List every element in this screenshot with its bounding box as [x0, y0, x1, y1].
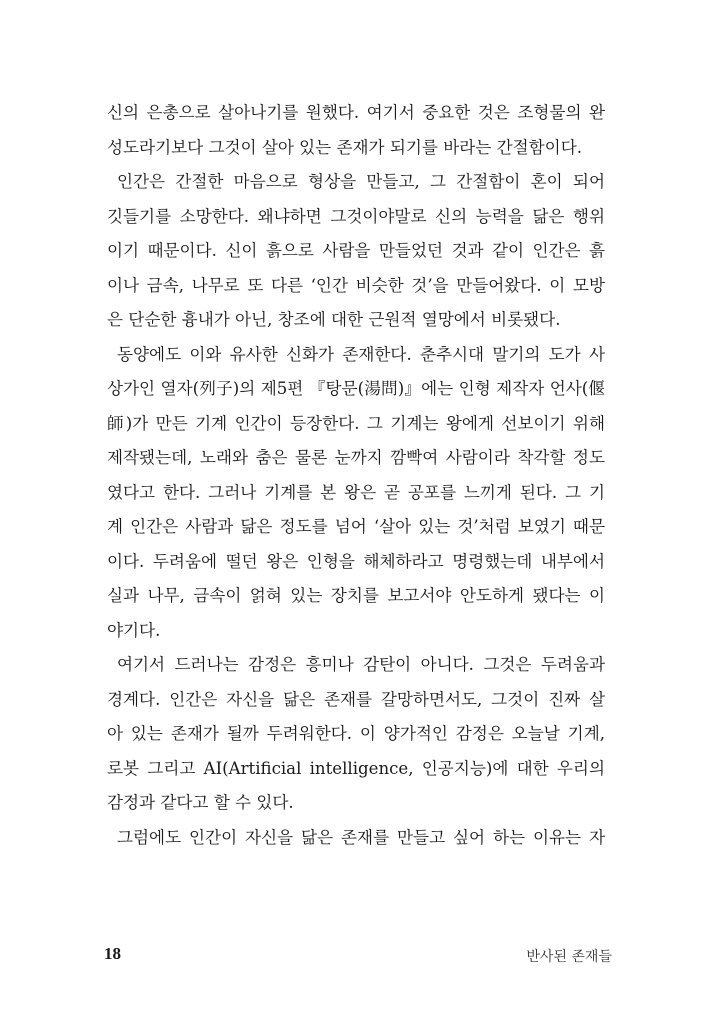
text-line: 계 인간은 사람과 닮은 정도를 넘어 ‘살아 있는 것’처럼 보였기 때문: [107, 517, 605, 536]
text-line: 경계다. 인간은 자신을 닮은 존재를 갈망하면서도, 그것이 진짜 살: [107, 689, 605, 709]
page-number: 18: [104, 944, 121, 963]
text-line: 야기다.: [107, 620, 161, 640]
text-line: 제작됐는데, 노래와 춤은 물론 눈까지 깜빡여 사람이라 착각할 정도: [107, 448, 605, 467]
body-text: [107, 96, 605, 855]
text-line: 성도라기보다 그것이 살아 있는 존재가 되기를 바라는 간절함이다.: [107, 137, 582, 157]
text-line: 실과 나무, 금속이 얽혀 있는 장치를 보고서야 안도하게 됐다는 이: [107, 586, 605, 605]
text-line: 이기 때문이다. 신이 흙으로 사람을 만들었던 것과 같이 인간은 흙: [107, 241, 605, 260]
text-line: 깃들기를 소망한다. 왜냐하면 그것이야말로 신의 능력을 닮은 행위: [107, 206, 605, 226]
text-line: 師)가 만든 기계 인간이 등장한다. 그 기계는 왕에게 선보이기 위해: [107, 413, 605, 433]
text-line: 그럼에도 인간이 자신을 닮은 존재를 만들고 싶어 하는 이유는 자: [117, 827, 605, 847]
text-line: 감정과 같다고 할 수 있다.: [107, 793, 294, 812]
text-line: 상가인 열자(列子)의 제5편 『탕문(湯問)』에는 인형 제작자 언사(偃: [107, 379, 605, 398]
text-line: 인간은 간절한 마음으로 형상을 만들고, 그 간절함이 혼이 되어: [117, 172, 605, 191]
text-line: 이나 금속, 나무로 또 다른 ‘인간 비슷한 것’을 만들어왔다. 이 모방: [107, 275, 605, 295]
text-line: 아 있는 존재가 될까 두려워한다. 이 양가적인 감정은 오늘날 기계,: [107, 724, 605, 743]
text-line: 였다고 한다. 그러나 기계를 본 왕은 곧 공포를 느끼게 된다. 그 기: [107, 482, 605, 502]
text-line: 은 단순한 흉내가 아닌, 창조에 대한 근원적 열망에서 비롯됐다.: [107, 310, 561, 329]
running-title: 반사된 존재들: [526, 949, 612, 965]
text-line: 이다. 두려움에 떨던 왕은 인형을 해체하라고 명령했는데 내부에서: [107, 551, 605, 571]
text-line: 여기서 드러나는 감정은 흥미나 감탄이 아니다. 그것은 두려움과: [117, 655, 605, 674]
text-line: 동양에도 이와 유사한 신화가 존재한다. 춘추시대 말기의 도가 사: [117, 344, 605, 364]
text-line: 신의 은총으로 살아나기를 원했다. 여기서 중요한 것은 조형물의 완: [107, 103, 605, 122]
text-line: 로봇 그리고 AI(Artificial intelligence, 인공지능)에 대한 우리의: [107, 758, 605, 778]
